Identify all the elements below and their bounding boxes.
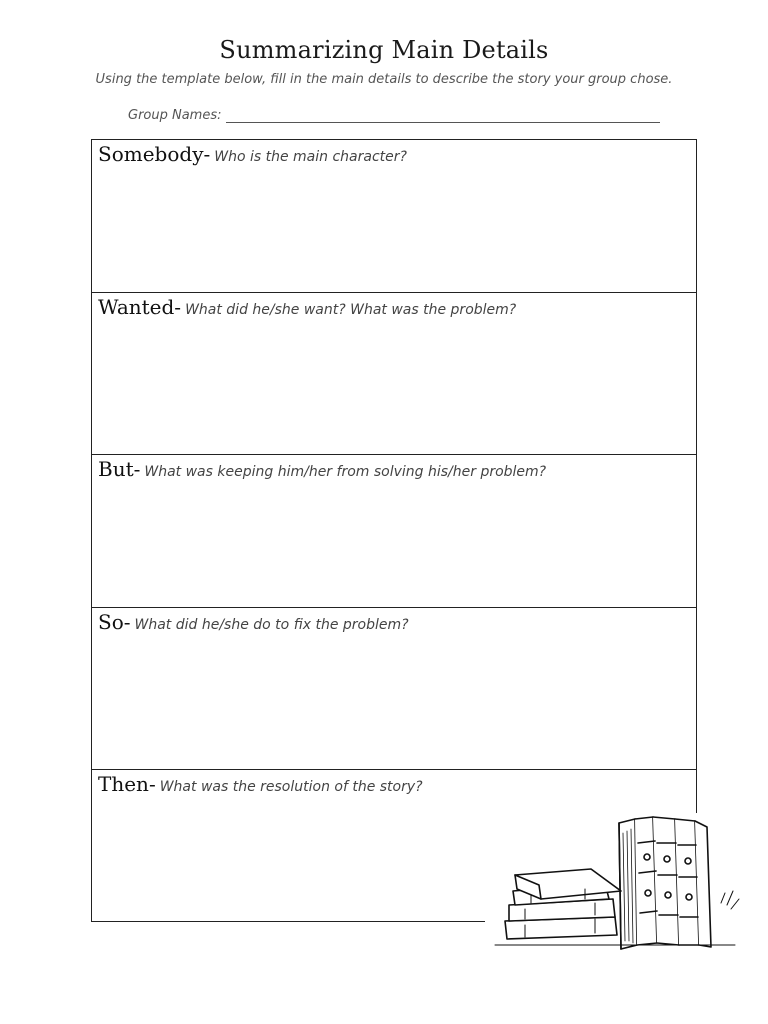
row-question: What did he/she want? What was the problem? [185,302,517,318]
row-question: What was the resolution of the story? [159,779,423,795]
group-names-label: Group Names: [128,108,222,123]
group-names-blank-line[interactable] [226,108,660,123]
row-so[interactable] [92,608,696,770]
row-key: Then- [98,772,156,796]
row-question: What did he/she do to fix the problem? [134,617,409,633]
row-question: What was keeping him/her from solving his/her problem? [144,464,547,480]
summary-table [91,139,697,922]
worksheet-title: Summarizing Main Details [219,36,549,64]
row-but[interactable] [92,455,696,608]
row-key: So- [98,610,131,634]
row-wanted[interactable] [92,293,696,455]
row-key: But- [98,457,141,481]
row-somebody[interactable] [92,140,696,293]
worksheet-instructions: Using the template below, fill in the main details to describe the story your group chose. [95,72,673,87]
row-question: Who is the main character? [214,149,407,165]
row-key: Somebody- [98,142,211,166]
row-key: Wanted- [98,295,182,319]
group-names-field[interactable] [128,108,660,123]
stack-of-books-icon [485,813,743,955]
